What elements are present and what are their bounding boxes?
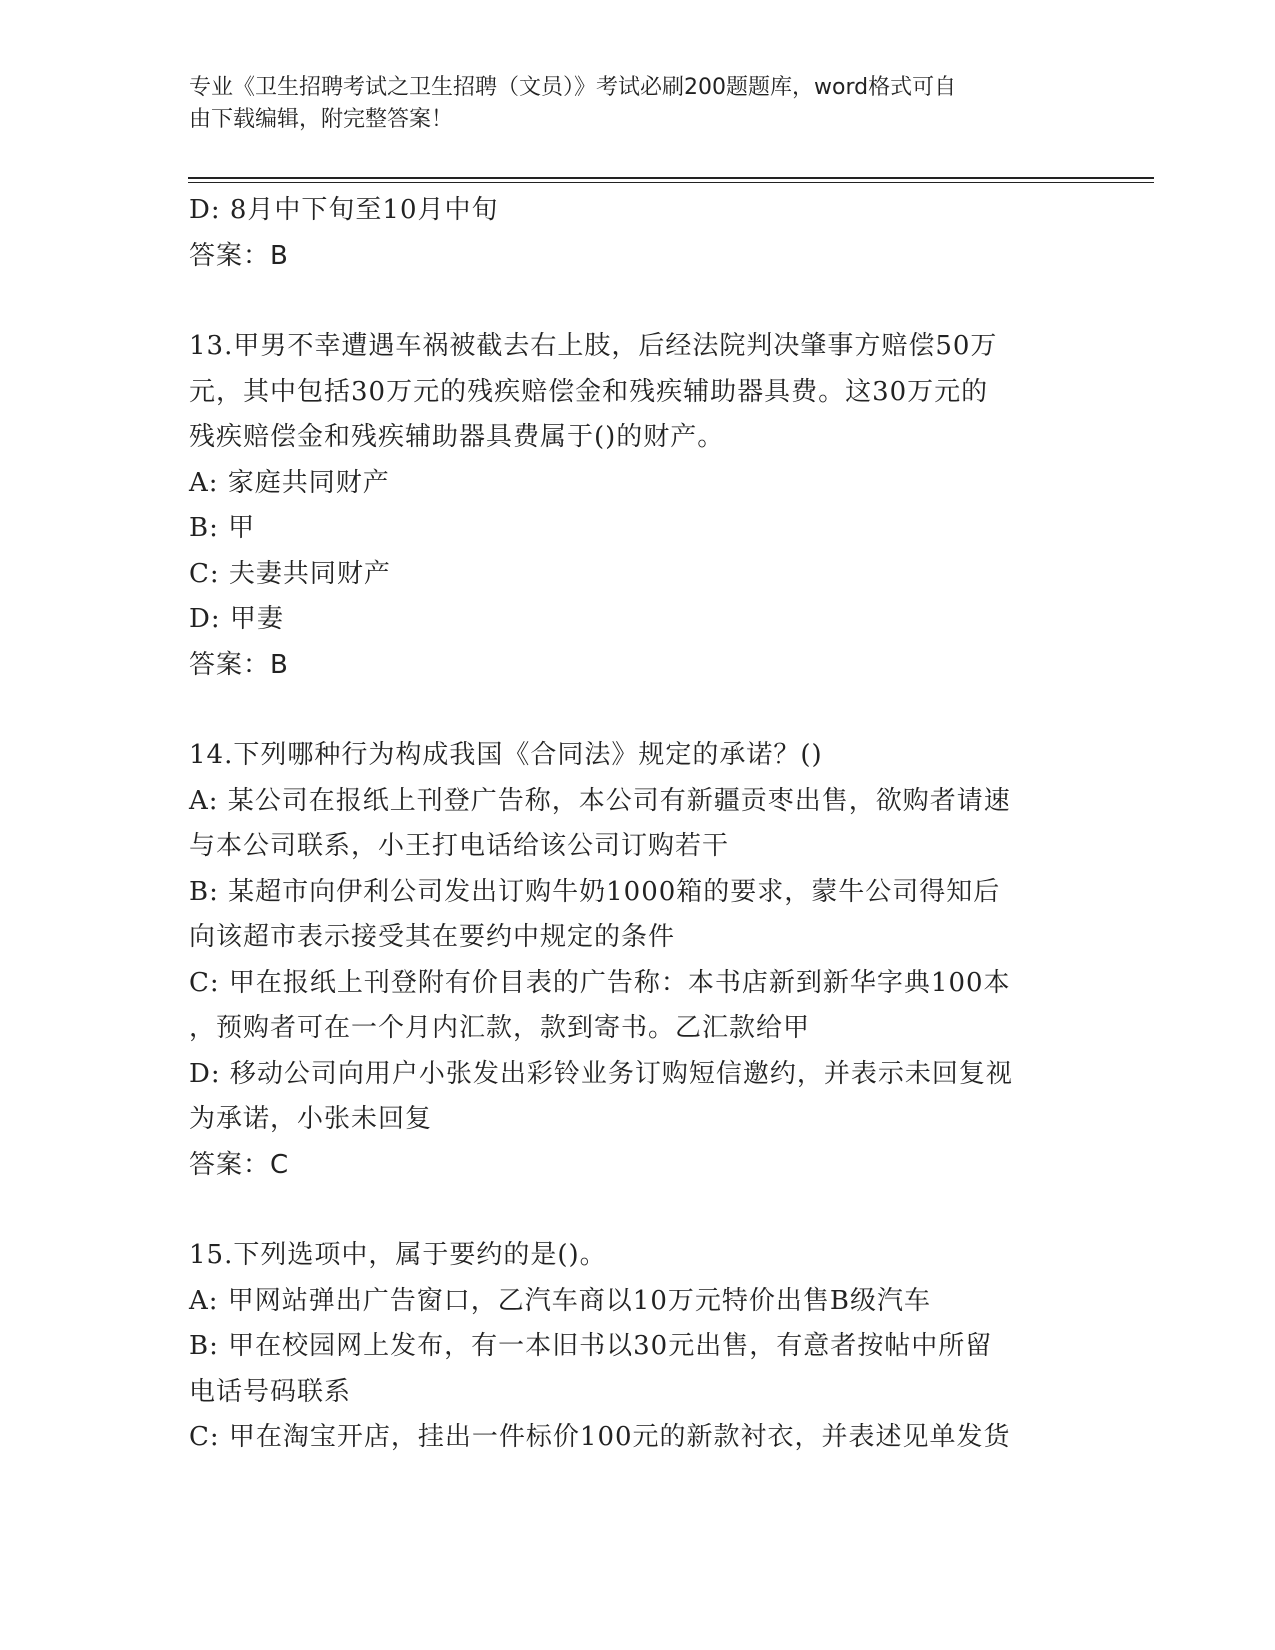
option-b: B: 甲 <box>189 513 256 543</box>
option-c-cont: ，预购者可在一个月内汇款，款到寄书。乙汇款给甲 <box>189 1013 811 1043</box>
question-13 <box>189 324 1089 688</box>
question-stem: 元，其中包括30万元的残疾赔偿金和残疾辅助器具费。这30万元的 <box>189 376 989 407</box>
option-b-cont: 电话号码联系 <box>189 1376 352 1407</box>
option-b-cont: 向该超市表示接受其在要约中规定的条件 <box>189 922 676 952</box>
page-header <box>189 72 1079 136</box>
question-12-tail <box>189 188 1089 279</box>
option-a: A: 甲网站弹出广告窗口，乙汽车商以10万元特价出售B级汽车 <box>189 1285 931 1316</box>
header-rule <box>188 177 1154 179</box>
option-a: A: 某公司在报纸上刊登广告称，本公司有新疆贡枣出售，欲购者请速 <box>189 785 1011 816</box>
answer: 答案：B <box>189 240 289 271</box>
option-b: B: 某超市向伊利公司发出订购牛奶1000箱的要求，蒙牛公司得知后 <box>189 876 1001 907</box>
option-d-cont: 为承诺，小张未回复 <box>189 1104 433 1134</box>
option-c: C: 甲在淘宝开店，挂出一件标价100元的新款衬衣，并表述见单发货 <box>189 1422 1011 1452</box>
option-d: D: 移动公司向用户小张发出彩铃业务订购短信邀约，并表示未回复视 <box>189 1058 1013 1089</box>
question-15 <box>189 1233 1089 1461</box>
option-c: C: 甲在报纸上刊登附有价目表的广告称：本书店新到新华字典100本 <box>189 967 1011 998</box>
option-d: D: 8月中下旬至10月中旬 <box>189 195 499 225</box>
header-rule-thin <box>188 182 1154 183</box>
answer: 答案：B <box>189 649 289 680</box>
question-stem: 13.甲男不幸遭遇车祸被截去右上肢，后经法院判决肇事方赔偿50万 <box>189 331 998 361</box>
header-line: 由下载编辑，附完整答案！ <box>189 107 454 132</box>
option-b: B: 甲在校园网上发布，有一本旧书以30元出售，有意者按帖中所留 <box>189 1331 993 1361</box>
option-d: D: 甲妻 <box>189 604 284 634</box>
question-list <box>189 188 1089 1461</box>
option-c: C: 夫妻共同财产 <box>189 558 391 589</box>
question-stem: 14.下列哪种行为构成我国《合同法》规定的承诺？() <box>189 740 823 770</box>
question-stem: 残疾赔偿金和残疾辅助器具费属于()的财产。 <box>189 422 725 452</box>
header-line: 专业《卫生招聘考试之卫生招聘（文员）》考试必刷200题题库，word格式可自 <box>189 75 957 100</box>
question-14 <box>189 733 1089 1188</box>
option-a: A: 家庭共同财产 <box>189 467 390 498</box>
answer: 答案：C <box>189 1149 290 1180</box>
option-a-cont: 与本公司联系，小王打电话给该公司订购若干 <box>189 831 730 861</box>
question-stem: 15.下列选项中，属于要约的是()。 <box>189 1240 607 1270</box>
